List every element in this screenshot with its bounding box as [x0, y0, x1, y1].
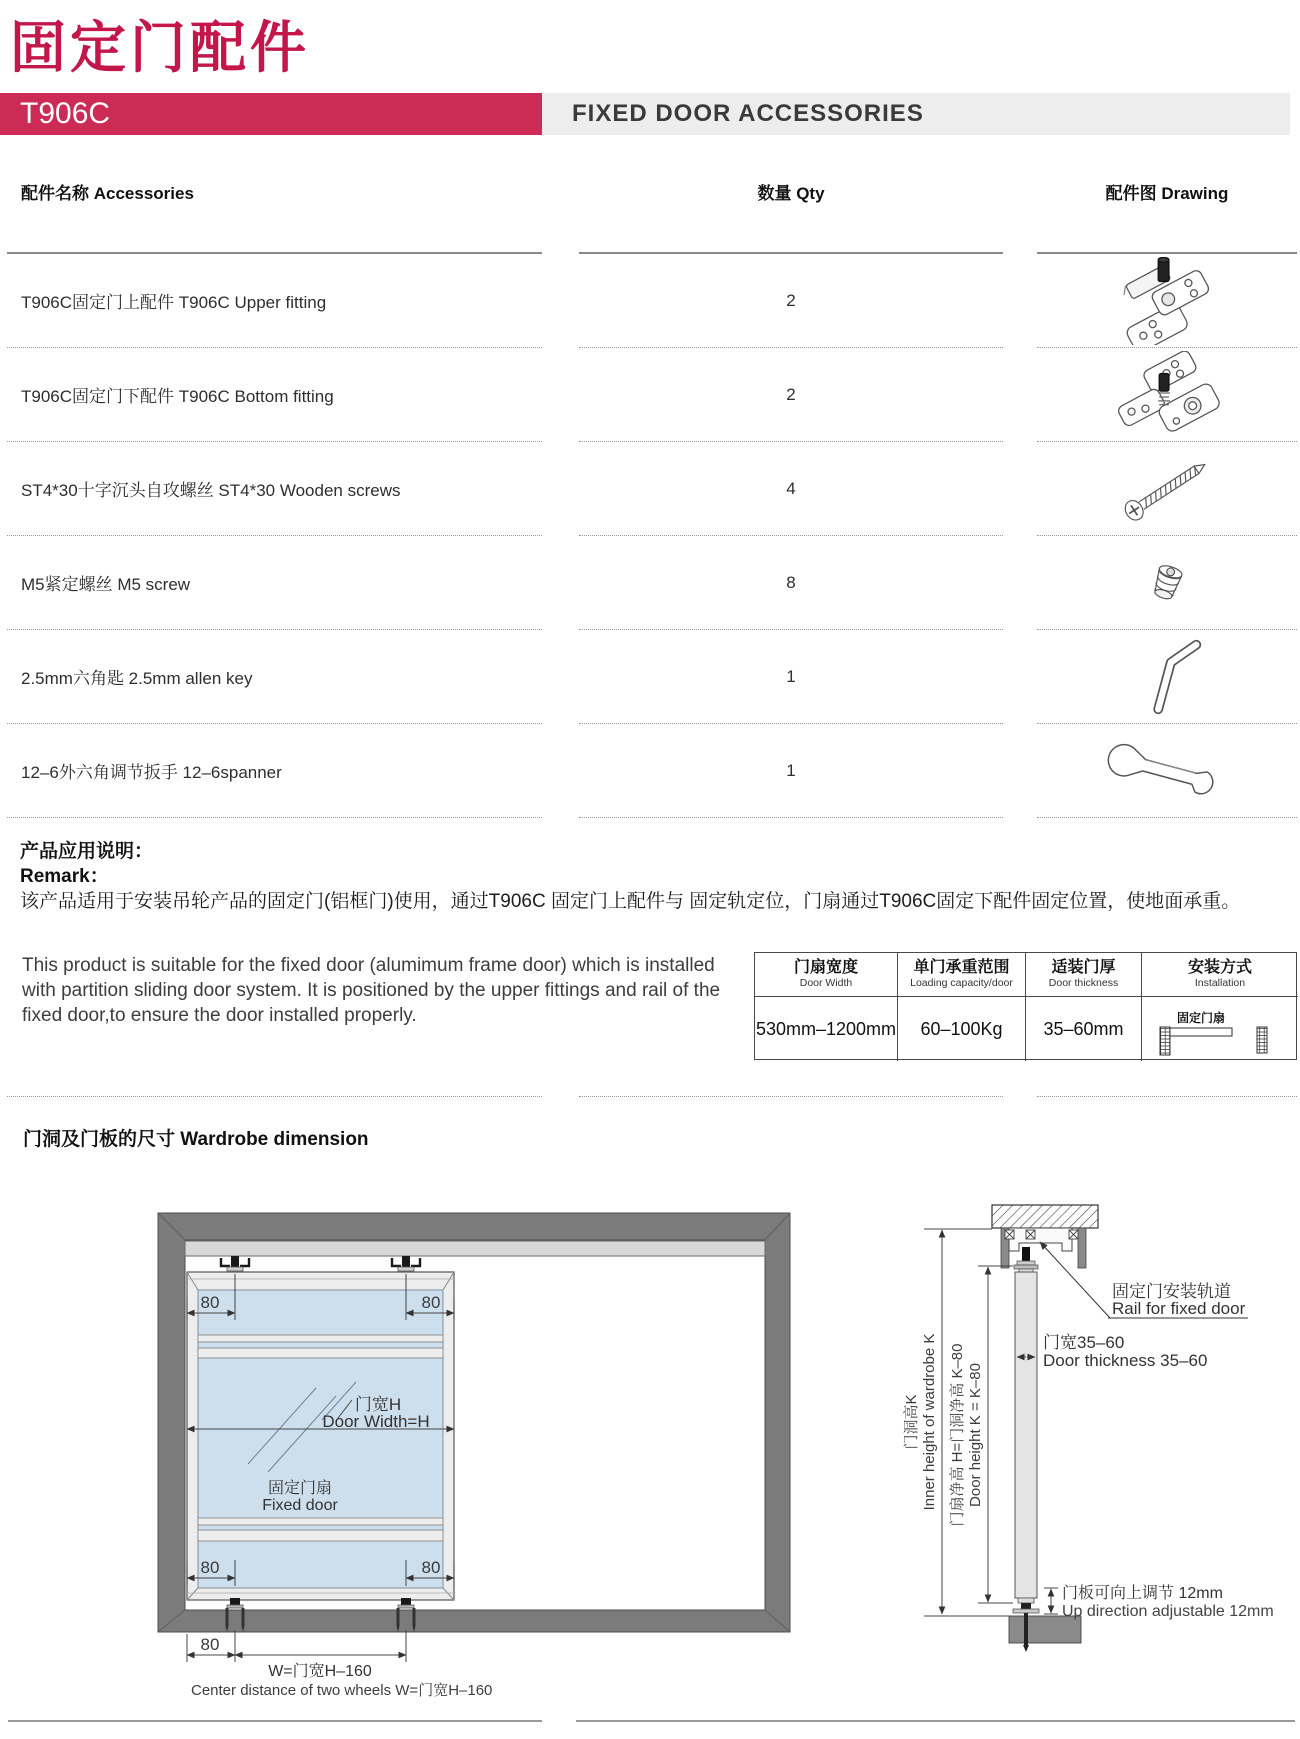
table-row-name: M5紧定螺丝 M5 screw — [7, 536, 542, 630]
spec-header-loading-capacity: 单门承重范围 Loading capacity/door — [897, 953, 1025, 996]
bottom-fitting-icon — [1092, 351, 1242, 439]
side-view-diagram — [902, 1205, 1274, 1652]
table-row-drawing — [1037, 630, 1297, 724]
installation-label: 固定门扇 — [1176, 1011, 1226, 1025]
wall-post-right — [1257, 1027, 1267, 1053]
thickness-label-en: Door thickness 35–60 — [1043, 1351, 1208, 1370]
spec-header-door-thickness: 适装门厚 Door thickness — [1025, 953, 1141, 996]
wheel-distance-label-cn: W=门宽H–160 — [268, 1663, 372, 1680]
fixed-door-label-en: Fixed door — [262, 1497, 338, 1514]
wheel-distance-dimensions — [187, 1630, 406, 1662]
wall-post-left — [1160, 1027, 1170, 1055]
rail-bracket-right — [1078, 1228, 1086, 1268]
bottom-guide-base — [1013, 1609, 1039, 1613]
adjust-label-cn: 门板可向上调节 12mm — [1062, 1585, 1223, 1602]
footer-rule-left — [8, 1720, 542, 1722]
wheel-distance-label-en: Center distance of two wheels W=门宽H–160 — [191, 1682, 493, 1699]
door-panel-side — [1015, 1272, 1037, 1598]
column-header-qty: 数量 Qty — [757, 184, 825, 203]
hanger-washer-2 — [1014, 1265, 1038, 1269]
spec-header-installation: 安装方式 Installation — [1141, 953, 1298, 996]
accessories-name-column — [7, 252, 542, 818]
hanger-pin — [1022, 1247, 1030, 1261]
page-title: 固定门配件 — [10, 16, 310, 79]
table-row-qty: 2 — [579, 254, 1003, 348]
adjust-label-en: Up direction adjustable 12mm — [1062, 1603, 1274, 1620]
table-row-qty: 4 — [579, 442, 1003, 536]
divider — [7, 1096, 542, 1097]
door-width-label-cn: 门宽H — [354, 1395, 402, 1414]
upper-fitting-right — [392, 1256, 420, 1271]
model-code: T906C — [20, 97, 111, 130]
rail-channel — [1009, 1228, 1072, 1251]
column-header-accessories: 配件名称 Accessories — [21, 184, 194, 203]
rail-leader-line — [1040, 1242, 1110, 1318]
table-row-drawing — [1037, 254, 1297, 348]
column-header-drawing: 配件图 Drawing — [1105, 184, 1229, 203]
spec-value-door-thickness: 35–60mm — [1025, 996, 1141, 1061]
remark-body-en: This product is suitable for the fixed door (alumimum frame door) which is installed with partition sliding door system. It is positioned by the upper fittings and rail of the fixed door,to ensure the door installed properly. — [22, 955, 721, 1026]
installation-diagram — [1145, 1000, 1295, 1058]
accessories-qty-column — [579, 252, 1003, 818]
floor-screw-tip — [1023, 1645, 1029, 1652]
door-width-label-en: Door Width=H — [322, 1412, 430, 1431]
remark-body-cn: 该产品适用于安装吊轮产品的固定门(铝框门)使用，通过T906C 固定门上配件与 固定轨定位，门扇通过T906C固定下配件固定位置，使地面承重。 — [20, 891, 1241, 912]
remark-heading-en: Remark： — [20, 866, 109, 887]
model-banner — [0, 93, 542, 135]
fixed-door-top-view — [1170, 1028, 1232, 1036]
floor-block — [1009, 1616, 1081, 1643]
subtitle-banner — [542, 93, 1290, 135]
bottom-guide-plate — [1018, 1598, 1034, 1603]
rail-label-cn: 固定门安装轨道 — [1112, 1282, 1231, 1301]
wardrobe-dimension-heading: 门洞及门板的尺寸 Wardrobe dimension — [23, 1129, 369, 1150]
fixed-door-label-cn: 固定门扇 — [267, 1480, 333, 1497]
remark-heading-cn: 产品应用说明： — [20, 841, 154, 862]
table-row-name: 12–6外六角调节扳手 12–6spanner — [7, 724, 542, 818]
ceiling-block — [992, 1205, 1098, 1228]
door-height-label-cn: 门扇净高 H=门洞净高 K–80 — [949, 1343, 966, 1527]
front-view-diagram — [158, 1213, 790, 1699]
door-height-label-en: Door height K = K–80 — [967, 1363, 984, 1507]
dim-80-top-left: 80 — [200, 1293, 220, 1312]
dim-80-bottom-right: 80 — [421, 1558, 441, 1577]
table-row-qty: 2 — [579, 348, 1003, 442]
fixed-door-panel — [187, 1272, 454, 1600]
divider — [1037, 1096, 1297, 1097]
table-row-name: T906C固定门上配件 T906C Upper fitting — [7, 254, 542, 348]
table-row-drawing — [1037, 348, 1297, 442]
spec-value-door-width: 530mm–1200mm — [755, 996, 897, 1061]
divider — [579, 1096, 1003, 1097]
wooden-screw-icon — [1092, 445, 1242, 533]
hanger-washer-1 — [1017, 1261, 1035, 1265]
accessories-drawing-column — [1037, 252, 1297, 818]
dim-80-top-right: 80 — [421, 1293, 441, 1312]
table-row-name: 2.5mm六角匙 2.5mm allen key — [7, 630, 542, 724]
allen-key-icon — [1092, 633, 1242, 721]
table-row-drawing — [1037, 442, 1297, 536]
page-subtitle: FIXED DOOR ACCESSORIES — [572, 100, 924, 127]
thickness-label-cn: 门宽35–60 — [1043, 1333, 1125, 1352]
table-row-qty: 1 — [579, 724, 1003, 818]
spec-table — [754, 952, 1297, 1060]
upper-fitting-left — [221, 1256, 249, 1271]
spec-value-loading-capacity: 60–100Kg — [897, 996, 1025, 1061]
table-row-drawing — [1037, 536, 1297, 630]
table-row-name: T906C固定门下配件 T906C Bottom fitting — [7, 348, 542, 442]
upper-fitting-icon — [1092, 257, 1242, 345]
bottom-guide-nut — [1021, 1603, 1031, 1609]
footer-rule-right — [576, 1720, 1295, 1722]
wardrobe-dimension-diagrams — [0, 1140, 1300, 1739]
dim-80-bottom-left: 80 — [200, 1558, 220, 1577]
top-rail — [185, 1241, 765, 1256]
spec-value-installation — [1141, 996, 1298, 1061]
table-row-qty: 8 — [579, 536, 1003, 630]
table-row-drawing — [1037, 724, 1297, 818]
dim-80-floor: 80 — [200, 1635, 220, 1654]
rail-label-en: Rail for fixed door — [1112, 1299, 1246, 1318]
opening-height-label-cn: 门洞高K — [903, 1394, 920, 1450]
spanner-icon — [1082, 727, 1252, 815]
adjust-dimension — [1044, 1588, 1058, 1614]
table-row-name: ST4*30十字沉头自攻螺丝 ST4*30 Wooden screws — [7, 442, 542, 536]
table-row-qty: 1 — [579, 630, 1003, 724]
spec-header-door-width: 门扇宽度 Door Width — [793, 959, 858, 989]
opening-height-label-en: Inner height of wardrobe K — [921, 1333, 938, 1511]
set-screw-icon — [1092, 539, 1242, 627]
floor-screw — [1024, 1613, 1028, 1645]
